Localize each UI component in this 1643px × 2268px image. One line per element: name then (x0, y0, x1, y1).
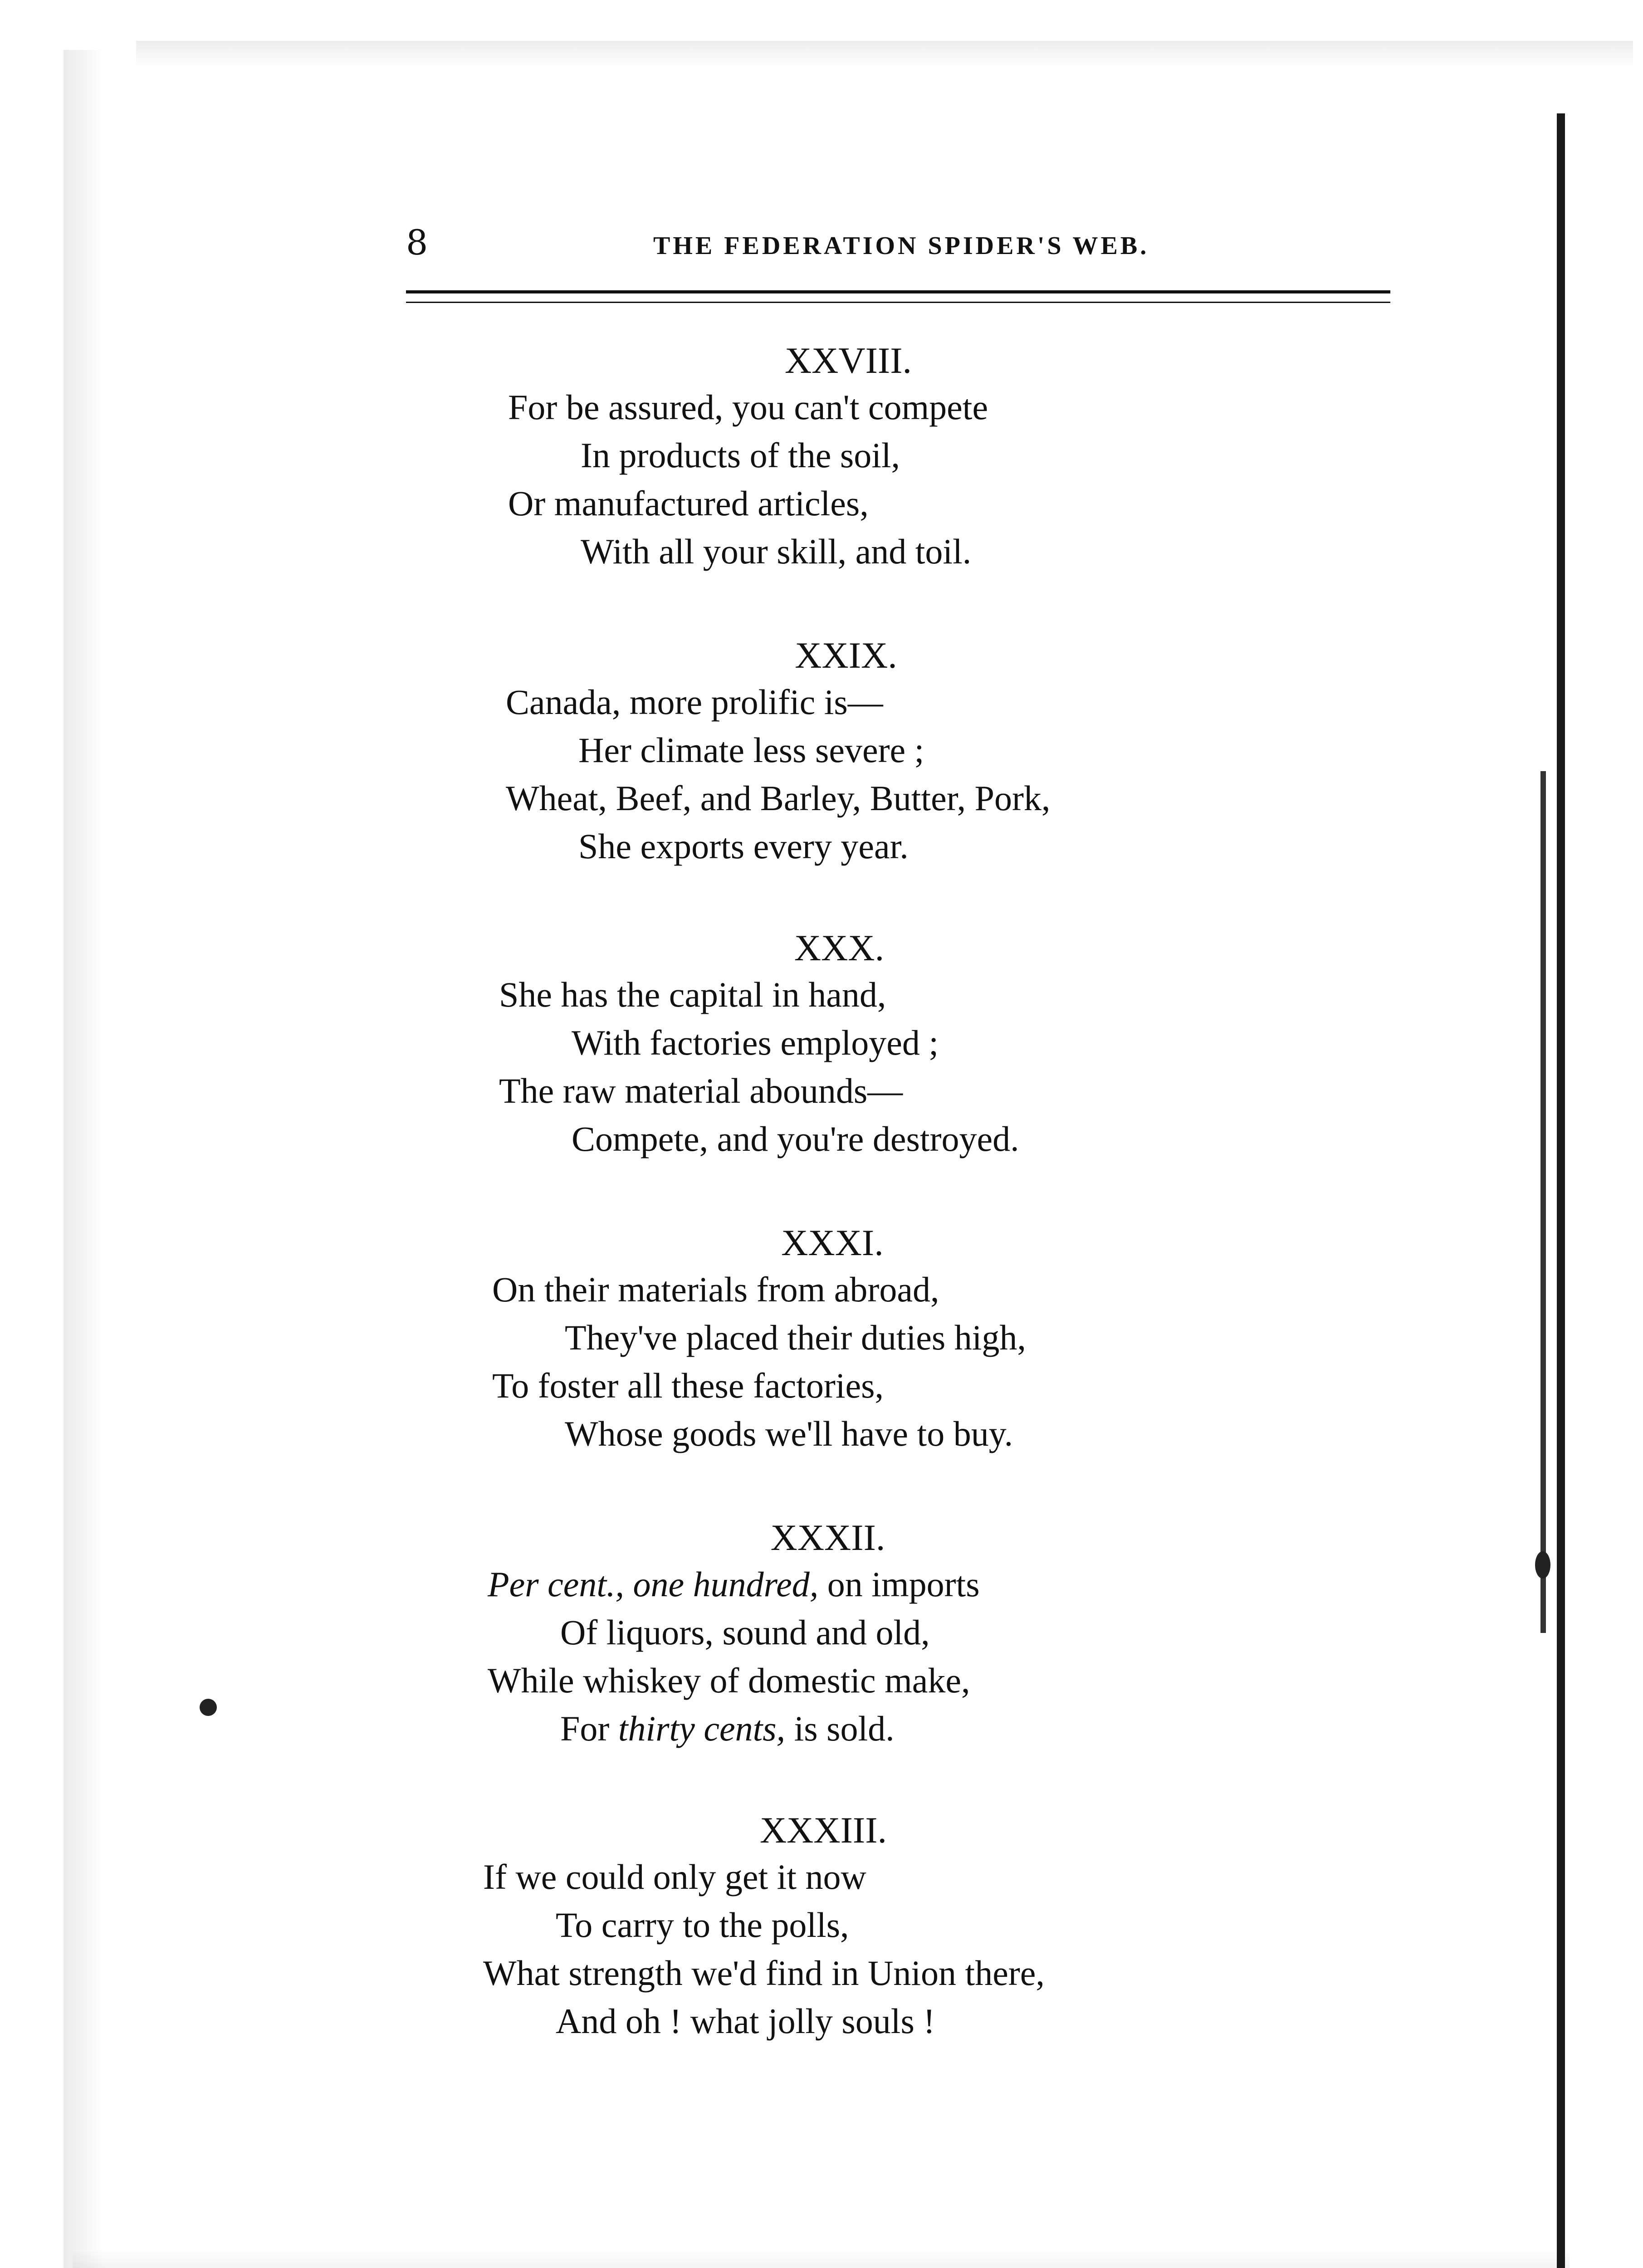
verse-line: If we could only get it now (483, 1857, 866, 1897)
verse-line: Compete, and you're destroyed. (572, 1119, 1019, 1158)
stanza-numeral: XXXII. (770, 1517, 885, 1558)
stanza-xxxiii (483, 1808, 1164, 2045)
verse-line: What strength we'd find in Union there, (483, 1953, 1045, 1993)
verse-line: Whose goods we'll have to buy. (565, 1414, 1013, 1453)
stanza-xxxii (488, 1515, 1168, 1753)
stanza-numeral: XXXIII. (759, 1809, 887, 1851)
verse-line: She exports every year. (578, 826, 909, 866)
header-rule-thick (406, 290, 1390, 293)
verse-line: To foster all these factories, (492, 1366, 884, 1405)
verse-line: And oh ! what jolly souls ! (556, 2001, 935, 2041)
verse-text: is sold. (785, 1709, 895, 1748)
verse-line: On their materials from abroad, (492, 1270, 939, 1309)
italic-phrase: Per cent., one hundred, (488, 1564, 819, 1604)
page-header (406, 213, 1177, 268)
header-rule-thin (406, 302, 1390, 303)
stanza-numeral: XXXI. (781, 1222, 884, 1263)
verse-line: With factories employed ; (572, 1023, 939, 1062)
verse-line: Of liquors, sound and old, (560, 1613, 930, 1652)
verse-line: Or manufactured articles, (508, 484, 869, 523)
page-number: 8 (406, 222, 428, 263)
stanza-numeral: XXVIII. (784, 340, 912, 381)
ink-smudge (200, 1699, 217, 1716)
verse-line (488, 1705, 1168, 1753)
verse-line: While whiskey of domestic make, (488, 1661, 970, 1700)
stanza-xxviii (508, 338, 1188, 576)
binding-knot (1535, 1551, 1550, 1579)
verse-line (488, 1560, 1168, 1608)
book-binding-edge (1557, 113, 1565, 2268)
stanza-xxxi (492, 1220, 1173, 1458)
verse-text: on imports (818, 1564, 980, 1604)
stanza-numeral: XXIX. (795, 635, 897, 676)
book-binding-thread (1540, 771, 1546, 1633)
page-edge-shadow-top (136, 41, 1633, 68)
stanza-numeral: XXX. (794, 927, 885, 968)
running-title: THE FEDERATION SPIDER'S WEB. (653, 232, 1149, 260)
page-edge-shadow-bottom (73, 2250, 1570, 2268)
verse-line: They've placed their duties high, (565, 1318, 1026, 1357)
page-edge-shadow-left (64, 50, 104, 2268)
verse-line: With all your skill, and toil. (581, 532, 972, 571)
verse-line: The raw material abounds— (499, 1071, 903, 1110)
verse-line: To carry to the polls, (556, 1905, 849, 1945)
verse-line: In products of the soil, (581, 435, 900, 475)
verse-line: She has the capital in hand, (499, 975, 886, 1014)
italic-phrase: thirty cents, (618, 1709, 786, 1748)
stanza-xxx (499, 925, 1179, 1163)
verse-line: Her climate less severe ; (578, 730, 924, 770)
stanza-xxix (506, 633, 1186, 870)
verse-text: For (560, 1709, 618, 1748)
verse-line: Wheat, Beef, and Barley, Butter, Pork, (506, 778, 1051, 818)
verse-line: For be assured, you can't compete (508, 387, 988, 427)
verse-line: Canada, more prolific is— (506, 682, 883, 722)
